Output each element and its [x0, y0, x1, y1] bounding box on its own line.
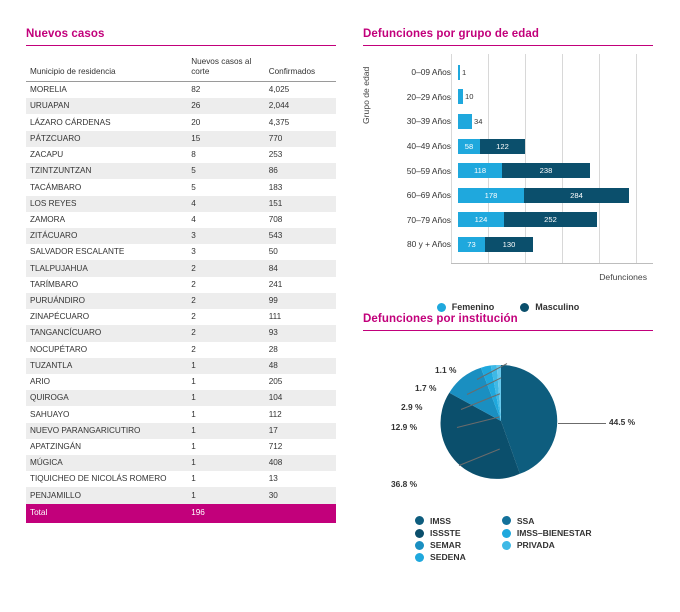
cell-nuevos: 1 [187, 455, 265, 471]
deaths-by-age-title: Defunciones por grupo de edad [363, 28, 653, 46]
cell-municipio: TUZANTLA [26, 358, 187, 374]
bar-track [458, 134, 653, 159]
cell-confirmados: 4,375 [268, 117, 290, 127]
x-axis-title: Defunciones [599, 272, 647, 282]
new-cases-title: Nuevos casos [26, 28, 336, 46]
legend-dot-imss-bienestar-icon [502, 529, 511, 538]
cell-confirmados: 712 [268, 442, 283, 451]
new-cases-table [26, 55, 336, 523]
bar-segment-femenino [458, 114, 472, 129]
bar-row [379, 183, 653, 208]
table-row [26, 342, 336, 358]
cell-confirmados: 111 [268, 312, 282, 322]
table-row [26, 277, 336, 293]
table-row [26, 179, 336, 195]
table-row [26, 244, 336, 260]
bar-category-label: 30–39 Años [406, 116, 451, 127]
new-cases-panel [26, 28, 336, 523]
table-row [26, 114, 336, 130]
bar-segment-masculino: 284 [524, 188, 629, 203]
cell-confirmados: 99 [265, 293, 336, 309]
cell-confirmados: 543 [265, 228, 336, 244]
cell-nuevos: 5 [187, 163, 265, 179]
bar-track [458, 232, 653, 257]
cell-confirmados: 708 [268, 214, 283, 224]
bar-row [379, 109, 653, 134]
cell-confirmados: 93 [265, 325, 336, 341]
cell-total-label: Total [26, 504, 187, 523]
table-row [26, 358, 336, 374]
legend-dot-privada-icon [502, 541, 511, 550]
legend-item-sedena[interactable] [415, 552, 466, 563]
cell-municipio: MÚGICA [26, 455, 187, 471]
bar-category-label: 80 y + Años [406, 239, 451, 250]
cell-confirmados: 17 [265, 423, 336, 439]
cell-nuevos: 15 [187, 131, 265, 147]
legend-label-sedena: SEDENA [430, 552, 466, 563]
table-row [26, 260, 336, 276]
cell-nuevos: 26 [187, 98, 265, 114]
cell-nuevos: 4 [187, 196, 265, 212]
pie-slice-label-semar: 1.7 % [415, 383, 437, 393]
table-row [26, 487, 336, 503]
table-row [26, 309, 336, 325]
bar-row [379, 158, 653, 183]
cell-nuevos: 1 [187, 358, 265, 374]
pie-chart-legend [415, 516, 592, 563]
cell-municipio: ARIO [30, 377, 51, 387]
legend-dot-ssa-icon [502, 516, 511, 525]
legend-dot-semar-icon [415, 541, 424, 550]
x-axis-line [451, 263, 653, 264]
cell-municipio: ZACAPU [30, 150, 64, 160]
table-row [26, 325, 336, 341]
column-header-municipio: Municipio de residencia [26, 55, 187, 82]
cell-nuevos: 2 [187, 293, 265, 309]
legend-dot-issste-icon [415, 529, 424, 538]
table-row [26, 374, 336, 390]
pie-slice-label-ssa: 36.8 % [391, 479, 418, 489]
bar-value-femenino: 10 [465, 92, 474, 102]
bar-category-label: 40–49 Años [406, 141, 451, 152]
table-row [26, 131, 336, 147]
bar-track [458, 60, 653, 85]
cell-nuevos: 20 [191, 117, 201, 127]
cell-municipio: TZINTZUNTZAN [26, 163, 187, 179]
cell-nuevos: 1 [187, 390, 265, 406]
cell-municipio: SAHUAYO [30, 409, 70, 419]
cell-municipio: NOCUPÉTARO [30, 344, 88, 354]
table-total-row [26, 504, 336, 523]
pie-slice-label-privada: 1.1 % [435, 365, 457, 375]
cell-confirmados: 112 [268, 409, 282, 419]
pie-slice-label-issste: 12.9 % [391, 422, 418, 432]
cell-total-confirmados [265, 504, 336, 523]
deaths-by-institution-panel [363, 313, 653, 563]
cell-nuevos: 2 [187, 325, 265, 341]
cell-confirmados: 408 [265, 455, 336, 471]
bar-value-femenino: 1 [462, 67, 467, 77]
legend-item-issste[interactable] [415, 528, 466, 539]
cell-confirmados: 253 [268, 150, 283, 160]
table-row [26, 147, 336, 163]
deaths-by-institution-title: Defunciones por institución [363, 313, 653, 331]
table-row [26, 212, 336, 228]
legend-column-left [415, 516, 466, 563]
deaths-by-age-chart [361, 54, 653, 312]
cell-nuevos: 5 [191, 182, 196, 192]
cell-nuevos: 1 [191, 474, 196, 484]
cell-confirmados: 770 [265, 131, 336, 147]
bar-row [379, 134, 653, 159]
bar-row [379, 208, 653, 233]
bar-segment-masculino: 130 [485, 237, 533, 252]
legend-label-semar: SEMAR [430, 540, 462, 551]
cell-nuevos: 1 [191, 377, 196, 387]
cell-confirmados: 28 [268, 344, 278, 354]
cell-confirmados: 86 [265, 163, 336, 179]
cell-municipio: URUAPAN [26, 98, 187, 114]
cell-nuevos: 1 [191, 409, 196, 419]
bar-segment-femenino: 118 [458, 163, 502, 178]
table-header-row [26, 55, 336, 82]
legend-dot-sedena-icon [415, 553, 424, 562]
bar-segment-femenino: 124 [458, 212, 504, 227]
legend-item-imss[interactable] [415, 516, 466, 527]
bar-category-label: 60–69 Años [406, 190, 451, 201]
table-row [26, 406, 336, 422]
bar-segment-masculino: 122 [480, 139, 525, 154]
legend-label-issste: ISSSTE [430, 527, 461, 538]
legend-item-femenino[interactable] [437, 302, 495, 312]
bar-value-femenino: 34 [474, 116, 483, 126]
cell-nuevos: 2 [191, 344, 196, 354]
cell-municipio: LOS REYES [26, 196, 187, 212]
cell-nuevos: 3 [187, 228, 265, 244]
table-row [26, 455, 336, 471]
table-row [26, 163, 336, 179]
legend-item-ssa[interactable] [502, 516, 592, 527]
cell-municipio: ZINAPÉCUARO [30, 312, 90, 322]
cell-nuevos: 2 [187, 260, 265, 276]
cell-nuevos: 1 [187, 487, 265, 503]
cell-confirmados: 2,044 [265, 98, 336, 114]
bar-track [458, 109, 653, 134]
y-axis-title: Grupo de edad [361, 66, 371, 124]
cell-confirmados: 30 [265, 487, 336, 503]
bar-track [458, 85, 653, 110]
cell-total-nuevos: 196 [187, 504, 265, 523]
legend-item-masculino[interactable] [520, 302, 579, 312]
cell-confirmados: 241 [268, 279, 283, 289]
bar-category-label: 70–79 Años [406, 214, 451, 225]
table-row [26, 439, 336, 455]
bar-row [379, 60, 653, 85]
cell-confirmados: 50 [268, 247, 278, 257]
cell-nuevos: 4 [191, 214, 196, 224]
cell-municipio: PENJAMILLO [26, 487, 187, 503]
legend-label-privada: PRIVADA [516, 540, 555, 551]
cell-municipio: PURUÁNDIRO [26, 293, 187, 309]
cell-confirmados: 151 [265, 196, 336, 212]
legend-dot-masculino-icon [520, 303, 529, 312]
cell-municipio: MORELIA [30, 85, 67, 95]
table-row [26, 293, 336, 309]
cell-municipio: ZAMORA [30, 214, 66, 224]
legend-label-ssa: SSA [516, 515, 535, 526]
cell-nuevos: 1 [187, 423, 265, 439]
column-header-nuevos: Nuevos casos al corte [187, 55, 265, 82]
cell-municipio: TLALPUJAHUA [26, 260, 187, 276]
cell-nuevos: 2 [191, 312, 196, 322]
bar-segment-masculino: 252 [504, 212, 597, 227]
bar-segment-femenino: 73 [458, 237, 485, 252]
cell-confirmados: 104 [265, 390, 336, 406]
bar-segment-femenino: 178 [458, 188, 524, 203]
bar-segment-femenino: 58 [458, 139, 480, 154]
legend-item-semar[interactable] [415, 540, 466, 551]
cell-nuevos: 82 [191, 85, 201, 95]
bar-rows [379, 60, 653, 257]
bar-category-label: 20–29 Años [406, 91, 451, 102]
bar-chart-legend [363, 302, 653, 312]
cell-municipio: ZITÁCUARO [26, 228, 187, 244]
legend-dot-femenino-icon [437, 303, 446, 312]
cell-municipio: QUIROGA [26, 390, 187, 406]
column-header-confirmados: Confirmados [265, 55, 336, 82]
table-row [26, 423, 336, 439]
cell-confirmados: 48 [265, 358, 336, 374]
cell-confirmados: 205 [268, 377, 283, 387]
cell-municipio: TANGANCÍCUARO [26, 325, 187, 341]
bar-track [458, 208, 653, 233]
legend-label-femenino: Femenino [451, 302, 495, 312]
bar-category-label: 50–59 Años [406, 165, 451, 176]
cell-municipio: LÁZARO CÁRDENAS [30, 117, 111, 127]
legend-column-right [502, 516, 592, 563]
legend-label-masculino: Masculino [535, 302, 580, 312]
cell-confirmados: 4,025 [268, 85, 290, 95]
cell-municipio: PÁTZCUARO [26, 131, 187, 147]
cell-confirmados: 183 [268, 182, 283, 192]
cell-municipio: TIQUICHEO DE NICOLÁS ROMERO [30, 474, 167, 484]
cell-nuevos: 1 [191, 442, 196, 451]
bar-track [458, 183, 653, 208]
cell-nuevos: 2 [191, 279, 196, 289]
bar-row [379, 232, 653, 257]
bar-row [379, 85, 653, 110]
table-row [26, 82, 336, 99]
cell-municipio: SALVADOR ESCALANTE [30, 247, 125, 257]
pie-slice-label-imss: 44.5 % [609, 417, 636, 427]
cell-municipio: NUEVO PARANGARICUTIRO [26, 423, 187, 439]
cell-municipio: APATZINGÁN [30, 442, 82, 451]
cell-municipio: TACÁMBARO [30, 182, 82, 192]
table-row [26, 228, 336, 244]
table-body [26, 82, 336, 523]
cell-nuevos: 8 [191, 150, 196, 160]
legend-dot-imss-icon [415, 516, 424, 525]
pie-slice-label-imss-bienestar: 2.9 % [401, 402, 423, 412]
table-row [26, 390, 336, 406]
table-row [26, 471, 336, 487]
table-row [26, 196, 336, 212]
cell-confirmados: 13 [268, 474, 278, 484]
cell-confirmados: 84 [265, 260, 336, 276]
legend-item-privada[interactable] [502, 540, 592, 551]
cell-nuevos: 3 [191, 247, 196, 257]
legend-label-imss-bienestar: IMSS–BIENESTAR [516, 527, 592, 538]
legend-label-imss: IMSS [430, 515, 452, 526]
deaths-by-institution-chart [363, 337, 653, 563]
bar-category-label: 0–09 Años [411, 67, 451, 78]
table-row [26, 98, 336, 114]
bar-segment-masculino: 238 [502, 163, 590, 178]
bar-track [458, 158, 653, 183]
deaths-by-age-panel [361, 28, 653, 312]
cell-municipio: TARÍMBARO [30, 279, 79, 289]
leader-line [558, 423, 606, 424]
legend-item-imss-bienestar[interactable] [502, 528, 592, 539]
